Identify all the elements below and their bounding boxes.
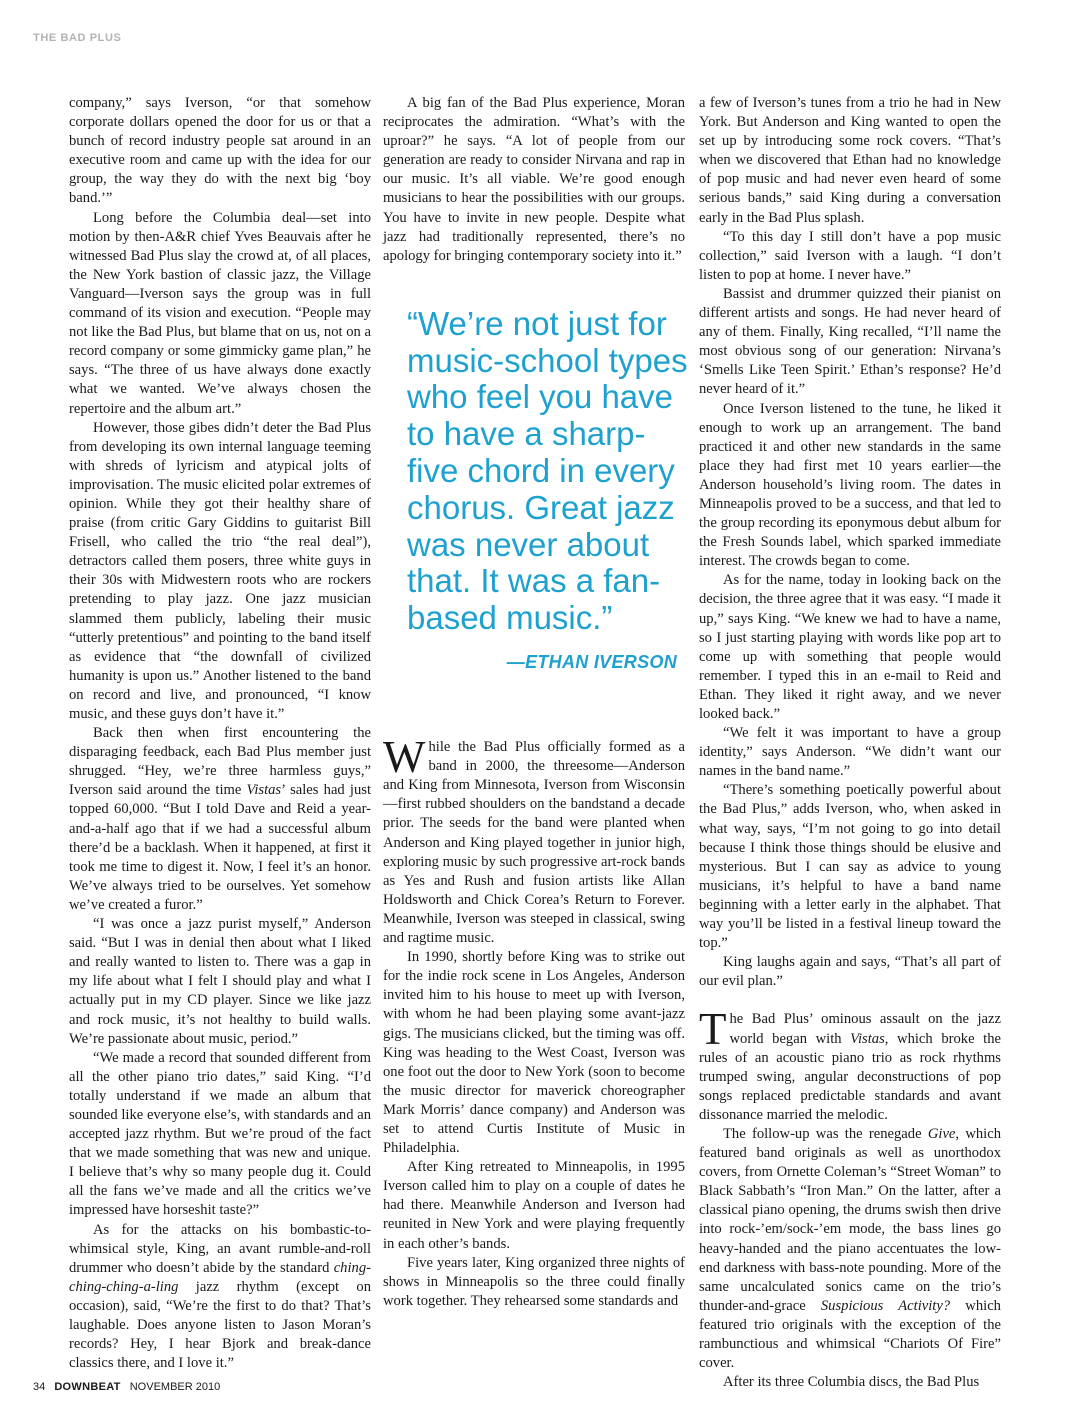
page-number: 34 (33, 1381, 46, 1393)
paragraph: In 1990, shortly before King was to strike out for the indie rock scene in Los Angeles, Anderson invited him to his house to meet up with Iverson, with whom he had been playing some avant-jazz gigs. The musicians clicked, but the timing was off. King was heading to the West Coast, Iverson was one foot out the door to New York (soon to become the music director for maverick choreographer Mark Morris’ dance company) and Anderson was set to attend Curtis Institute of Music in Philadelphia. (383, 949, 685, 1157)
spacer (383, 672, 685, 738)
paragraph (69, 1221, 371, 1374)
drop-cap: W (383, 732, 426, 783)
text-run: , which broke the rules of an acoustic piano trio as rock rhythms trumped swing, angular deconstructions of pop songs replaced predictable standards and avant dissonance married the melodic. (699, 1030, 1001, 1123)
text-run: he Bad Plus’ ominous assault on the jazz world began with (729, 1011, 1001, 1047)
article-column-2 (383, 94, 688, 1311)
text-run: As for the attacks on his bombastic-to-whimsical style, King, an avant rumble-and-roll drummer who doesn’t abide by the standard (69, 1221, 371, 1276)
paragraph: Five years later, King organized three nights of shows in Minneapolis so the three could finally work together. They rehearsed some standards and (383, 1254, 685, 1309)
pull-quote: “We’re not just for music-school types who feel you have to have a sharp-five chord in every chorus. Great jazz was never about that. It was a fan-based music.” (407, 304, 688, 637)
paragraph: As for the name, today in looking back on the decision, the three agree that it was easy. “I made it up,” says King. “We knew we had to have a name, so I just starting playing with words like pop art to come up with something that people would remember. I typed this in an e-mail to Reid and Ethan. They liked it right away, and we never looked back.” (699, 572, 1001, 722)
emphasis: ching-ching-ching-a-ling (69, 1259, 371, 1295)
text-run: hile the Bad Plus officially formed as a band in 2000, the threesome—Anderson and King from Minnesota, Iverson from Wisconsin—first rubbed shoulders on the bandstand a decade prior. The seeds for the band were planted when Anderson and King played together in junior high, exploring music by such progressive art-rock bands as Yes and Rush and fusion artists like Allan Holdsworth and Chick Corea’s Return to Forever. Meanwhile, Iverson was steeped in classical, swing and ragtime music. (383, 739, 685, 947)
paragraph: “To this day I still don’t have a pop music collection,” said Iverson with a laugh. “I don’t listen to pop at home. I never have.” (699, 228, 1001, 283)
text-run: Back then when first encountering the disparaging feedback, each Bad Plus member just shrugged. “Hey, we’re three harmless guys,” Iverson said around the time (69, 725, 371, 799)
text-run: ’ sales had just topped 60,000. “But I told Dave and Reid a year-and-a-half ago that if we had a successful album there’d be a backlash. When it happened, at first it took me time to digest it. Now, I feel it’s an honor. We’ve always tried to be ourselves. Yet somehow we’ve created a furor.” (69, 782, 371, 913)
paragraph: Bassist and drummer quizzed their pianist on different artists and songs. He had never heard of any of them. Finally, King recalled, “I’ll name the most obvious song of our generation: Nirvana’s ‘Smells Like Teen Spirit.’ Ethan’s response? He’d never heard of it.” (699, 285, 1001, 398)
paragraph: After King retreated to Minneapolis, in 1995 Iverson called him to play on a couple of dates he had there. Meanwhile Anderson and Iverson had reunited in New York and were playing frequently in each other’s bands. (383, 1159, 685, 1252)
issue-date: NOVEMBER 2010 (129, 1381, 221, 1393)
text-run: which featured trio originals with the exception of the rambunctious and whimsical “Chariots Of Fire” cover. (699, 1297, 1001, 1372)
article-column-3 (699, 94, 1001, 1392)
paragraph (699, 1125, 1001, 1373)
pull-quote-attribution: —ETHAN IVERSON (506, 652, 677, 673)
paragraph: a few of Iverson’s tunes from a trio he had in New York. But Anderson and King wanted to open the set up by introducing some rock covers. “That’s when we discovered that Ethan had no knowledge of pop music and had never even heard of some serious bands,” said King during a conversation early in the Bad Plus splash. (699, 95, 1001, 226)
paragraph: King laughs again and says, “That’s all part of our evil plan.” (699, 954, 1001, 990)
paragraph: company,” says Iverson, “or that somehow corporate dollars opened the door for us or that a bunch of record industry people sat around in an executive room and came up with the idea for our group, the way they do with the next big ‘boy band.’” (69, 95, 371, 207)
paragraph: “I was once a jazz purist myself,” Anderson said. “But I was in denial then about what I liked and really wanted to listen to. There was a gap in my life about what I felt I should play and what I actually put in my CD player. Since we like jazz and rock music, it’s not healthy to build walls. We’re passionate about music, period.” (69, 916, 371, 1047)
paragraph: After its three Columbia discs, the Bad Plus (723, 1374, 980, 1391)
text-run: jazz rhythm (except on occasion), said, “We’re the first to do that? That’s laughable. Does anyone listen to Jason Moran’s records? Hey, I hear Bjork and break-dance classics there, and I love it.” (69, 1278, 371, 1372)
paragraph: “We made a record that sounded different from all the other piano trio dates,” said King. “I’d totally understand if we made an album that sounded like everyone else’s, with standards and an accepted jazz rhythm. But we’re proud of the fact that we made something that was new and unique. I believe that’s why so many people dug it. Could all the fans we’ve made and all the critics we’ve impressed have horseshit taste?” (69, 1049, 371, 1219)
magazine-name: DOWNBEAT (54, 1381, 121, 1393)
paragraph: Once Iverson listened to the tune, he liked it enough to work up an arrangement. The band practiced it and other new standards in the same place they had first met 10 years earlier—the Anderson household’s living room. The dates in Minneapolis proved to be a success, and that led to the group recording its eponymous debut album for the Fresh Sounds label, which sparked immediate interest. The crowds began to come. (699, 400, 1001, 570)
paragraph: However, those gibes didn’t deter the Bad Plus from developing its own internal language teeming with shreds of lyricism and atypical jolts of improvisation. The music elicited polar extremes of opinion. While they got their healthy share of praise (from critic Gary Giddins to guitarist Bill Frisell, who called the trio “the real deal”), detractors called them posers, three white guys in their 30s with Midwestern roots who are rockers pretending to play jazz. One jazz musician slammed them publicly, labeling their music “utterly pretentious” and pointing to the band itself as evidence that “the downfall of civilized humanity is upon us.” Another listened to the band on record and live, and pronounced, “I know music, and these guys don’t have it.” (69, 419, 371, 722)
paragraph: “We felt it was important to have a group identity,” says Anderson. “We didn’t want our names in the band name.” (699, 725, 1001, 780)
album-title: Vistas (246, 782, 282, 799)
paragraph (69, 724, 371, 915)
paragraph (699, 1004, 1001, 1125)
page-footer (33, 1381, 220, 1393)
album-title: Suspicious Activity? (820, 1297, 951, 1314)
album-title: Give (927, 1125, 956, 1142)
paragraph: “There’s something poetically powerful about the Bad Plus,” adds Iverson, who, when asked in what way, says, “I’m not going to go into detail because I think those things should be elusive and mysterious. But I can say as advice to young musicians, it’s helpful to have a band name beginning with a letter early in the alphabet. That way you’ll be listed in a festival lineup toward the top.” (699, 782, 1001, 952)
drop-cap: T (699, 1004, 727, 1055)
text-run: , which featured band originals as well as unorthodox covers, from Ornette Coleman’s “Street Woman” to Black Sabbath’s “Iron Man.” On the latter, after a classical piano opening, the drums swish then drive into rock-’em/sock-’em mode, the bass lines go heavy-handed and the piano accentuates the low-end darkness with bass-note pounding. More of the same uncalculated sonics came on the trio’s thunder-and-grace (699, 1125, 1002, 1314)
article-column-1 (69, 94, 371, 1373)
paragraph: Long before the Columbia deal—set into motion by then-A&R chief Yves Beauvais after he witnessed Bad Plus slay the crowd at, of all places, the New York bastion of classic jazz, the Village Vanguard—Iverson says the group was in full command of its vision and execution. “People may not like the Bad Plus, but blame that on us, not on a record company or some gimmicky game plan,” he says. “The three of us have always done exactly what we wanted. We’ve always chosen the repertoire and the album art.” (69, 209, 371, 417)
running-head: THE BAD PLUS (33, 32, 122, 44)
section-break (699, 991, 1001, 1010)
paragraph: A big fan of the Bad Plus experience, Moran reciprocates the admiration. “What’s with the uproar?” he says. “A lot of people from our generation are ready to consider Nirvana and rap in our music. It’s all viable. We’re good enough musicians to hear the possibilities with our groups. You have to invite in new people. Despite what jazz had traditionally represented, there’s no apology for bringing contemporary society into it.” (383, 95, 685, 264)
album-title: Vistas (850, 1030, 885, 1047)
paragraph (383, 732, 685, 948)
text-run: The follow-up was the renegade (723, 1125, 928, 1142)
